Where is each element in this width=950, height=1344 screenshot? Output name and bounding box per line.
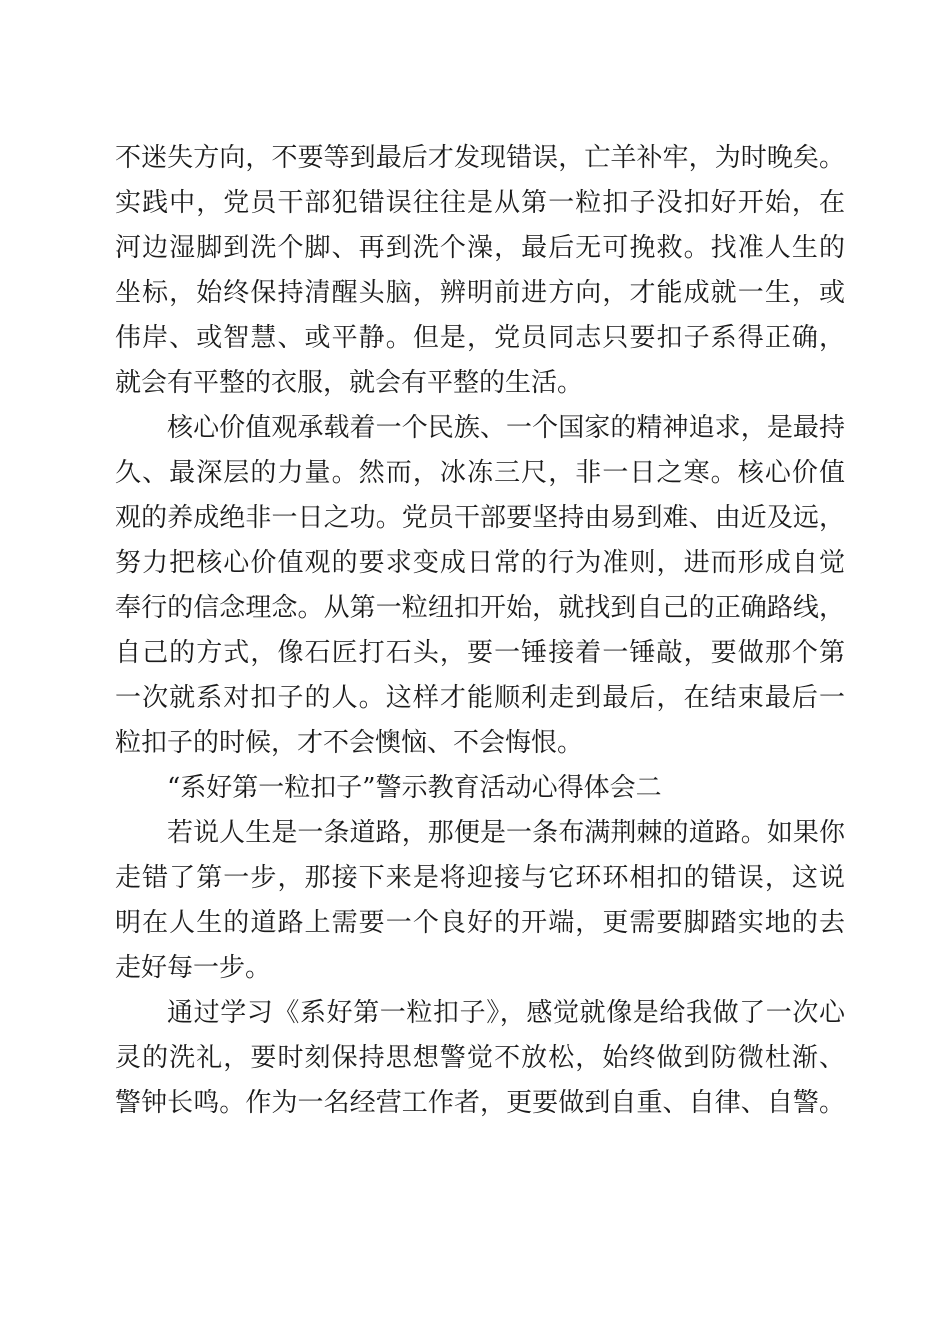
text-line: 通过学习《系好第一粒扣子》，感觉就像是给我做了一次心 (167, 998, 845, 1028)
text-line: 走好每一步。 (115, 953, 272, 983)
text-line: 自己的方式，像石匠打石头，要一锤接着一锤敲，要做那个第 (115, 638, 845, 668)
text-line: 走错了第一步，那接下来是将迎接与它环环相扣的错误，这说 (115, 863, 845, 893)
document-text-block (115, 136, 845, 1126)
text-line: 灵的洗礼，要时刻保持思想警觉不放松，始终做到防微杜渐、 (115, 1043, 845, 1073)
text-line: 久、最深层的力量。然而，冰冻三尺，非一日之寒。核心价值 (115, 458, 845, 488)
text-line: 奉行的信念理念。从第一粒纽扣开始，就找到自己的正确路线， (115, 593, 845, 623)
text-line: 粒扣子的时候，才不会懊恼、不会悔恨。 (115, 728, 584, 758)
text-line: 不迷失方向，不要等到最后才发现错误，亡羊补牢，为时晚矣。 (115, 143, 845, 173)
text-line: 核心价值观承载着一个民族、一个国家的精神追求，是最持 (167, 413, 845, 443)
text-line: 一次就系对扣子的人。这样才能顺利走到最后，在结束最后一 (115, 683, 845, 713)
text-line: 观的养成绝非一日之功。党员干部要坚持由易到难、由近及远， (115, 503, 845, 533)
text-line: 明在人生的道路上需要一个良好的开端，更需要脚踏实地的去 (115, 908, 845, 938)
text-line: 坐标，始终保持清醒头脑，辨明前进方向，才能成就一生，或 (115, 278, 845, 308)
text-line: “系好第一粒扣子”警示教育活动心得体会二 (167, 773, 662, 803)
text-line: 努力把核心价值观的要求变成日常的行为准则，进而形成自觉 (115, 548, 845, 578)
text-line: 河边湿脚到洗个脚、再到洗个澡，最后无可挽救。找准人生的 (115, 233, 845, 263)
text-line: 警钟长鸣。作为一名经营工作者，更要做到自重、自律、自警。 (115, 1088, 845, 1118)
text-line: 若说人生是一条道路，那便是一条布满荆棘的道路。如果你 (167, 818, 845, 848)
text-line: 伟岸、或智慧、或平静。但是，党员同志只要扣子系得正确， (115, 323, 845, 353)
text-line: 实践中，党员干部犯错误往往是从第一粒扣子没扣好开始，在 (115, 188, 845, 218)
text-line: 就会有平整的衣服，就会有平整的生活。 (115, 368, 584, 398)
